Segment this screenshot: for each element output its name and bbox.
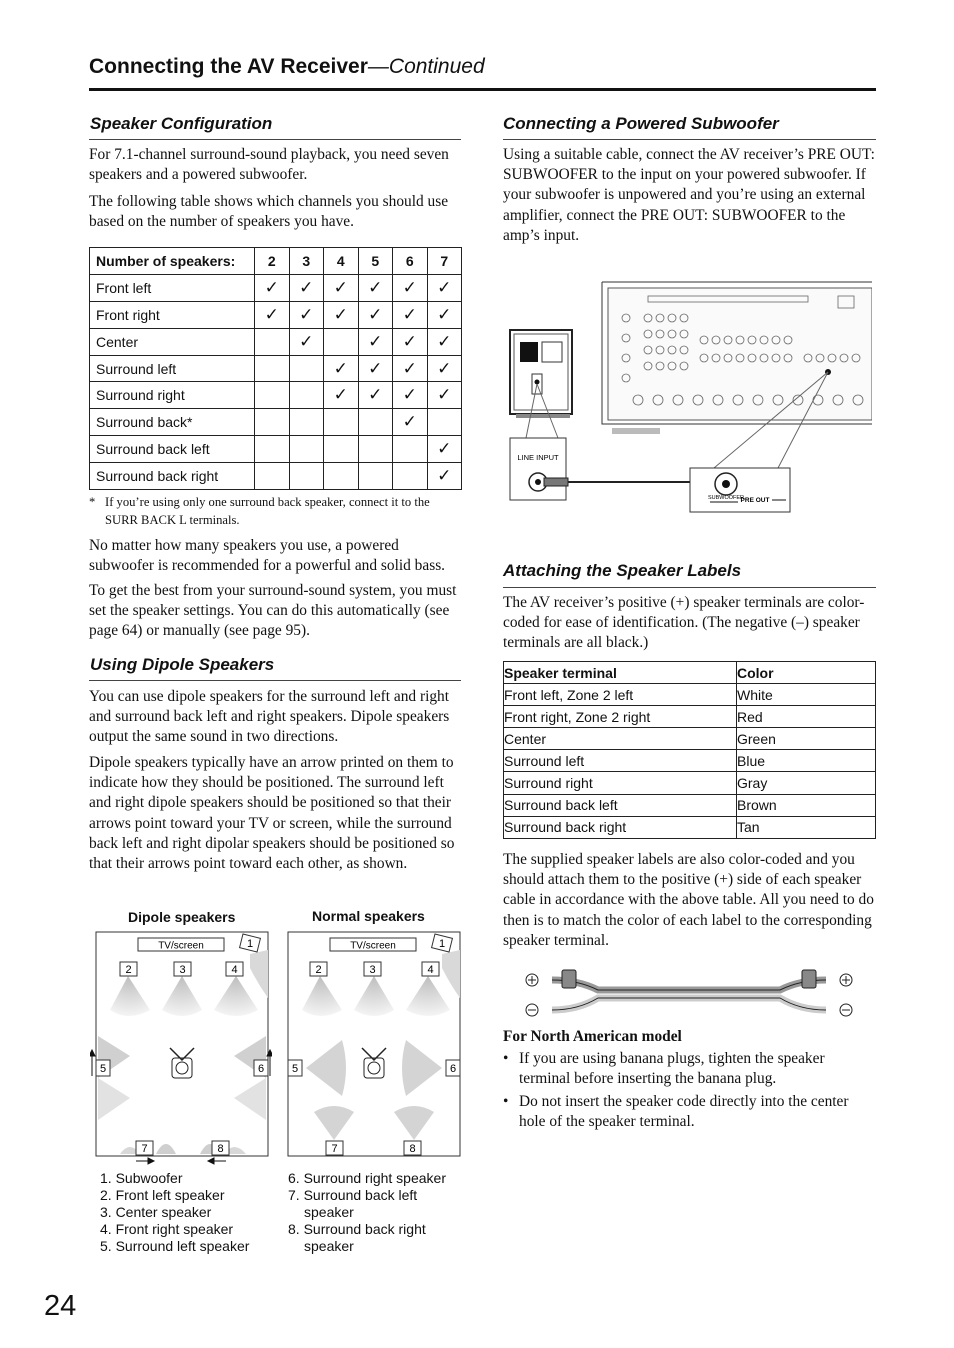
labels-para2: The supplied speaker labels are also color-coded and you should attach them to the positive (+) side of each speaker cable in accordance with the above table. All you need to do then is to match the color of each label to the corresponding speaker terminal. (503, 851, 874, 949)
empty-cell (255, 382, 290, 409)
table-header-cell: 2 (255, 248, 290, 275)
speaker-number: 5 (99, 1063, 107, 1075)
speaker-color-table (503, 661, 876, 839)
subwoofer-jack-label: SUBWOOFER (707, 495, 745, 501)
receiver-rear-panel (602, 282, 872, 434)
table-header-cell: Color (737, 662, 876, 684)
check-mark-cell: ✓ (427, 382, 462, 409)
bullet-dot: • (503, 1050, 509, 1067)
color-name-cell: Red (737, 706, 876, 728)
footnote-text: If you’re using only one surround back speaker, connect it to the SURR BACK L terminals. (105, 495, 430, 527)
empty-cell (289, 382, 324, 409)
empty-cell (358, 436, 393, 463)
table-header-cell: Speaker terminal (504, 662, 737, 684)
front-right-sound-cone (214, 976, 258, 1016)
line-input-callout (510, 438, 566, 500)
empty-cell (324, 436, 359, 463)
footnote-marker: * (89, 495, 96, 509)
speaker-config-heading: Speaker Configuration (90, 114, 273, 133)
check-mark-cell: ✓ (427, 328, 462, 355)
speaker-config-para4: To get the best from your surround-sound system, you must set the speaker settings. You can do this automatically (see page 64) or manually (see page 95). (89, 582, 457, 640)
pre-out-callout (690, 468, 790, 512)
table-row (504, 794, 876, 816)
legend-item: 3. Center speaker (100, 1204, 212, 1220)
speaker-number: 2 (315, 964, 322, 976)
check-mark-cell: ✓ (393, 355, 428, 382)
row-label-cell: Surround left (90, 355, 255, 382)
table-row (504, 706, 876, 728)
surround-right-cone-b (234, 1078, 266, 1120)
surround-left-cone-b (98, 1078, 130, 1120)
speaker-number: 8 (217, 1143, 224, 1155)
subwoofer-para: Using a suitable cable, connect the AV receiver’s PRE OUT: SUBWOOFER to the input on your powered subwoofer. If your subwoofer is unpowered and you’re using an external amplifier, connect the PRE OUT: SUBWOOFER to the amp’s input. (503, 146, 875, 244)
terminal-name-cell: Surround left (504, 750, 737, 772)
legend-item-continued: speaker (304, 1238, 354, 1254)
check-mark-cell: ✓ (358, 355, 393, 382)
diagram-legend-right (288, 1170, 446, 1255)
table-row (504, 772, 876, 794)
check-mark-cell: ✓ (358, 328, 393, 355)
check-mark-cell: ✓ (427, 274, 462, 301)
header-rule (89, 88, 876, 91)
row-label-cell: Surround back right (90, 463, 255, 490)
speaker-number: 6 (449, 1063, 457, 1075)
dipole-heading: Using Dipole Speakers (90, 655, 275, 674)
header-continued: —Continued (367, 55, 485, 78)
empty-cell (255, 463, 290, 490)
color-name-cell: Green (737, 728, 876, 750)
check-mark-cell: ✓ (393, 301, 428, 328)
empty-cell (255, 328, 290, 355)
check-mark-cell: ✓ (358, 382, 393, 409)
row-label-cell: Front right (90, 301, 255, 328)
labels-para1: The AV receiver’s positive (+) speaker terminals are color-coded for ease of identification. (The negative (–) speaker terminals are all black.) (503, 594, 865, 652)
speaker-label-tag (562, 970, 576, 988)
empty-cell (289, 409, 324, 436)
empty-cell (289, 355, 324, 382)
subwoofer-connection-diagram (508, 278, 872, 518)
empty-cell (324, 328, 359, 355)
speaker-config-para1: For 7.1-channel surround-sound playback, you need seven speakers and a powered subwoofer. (89, 146, 449, 184)
subwoofer-heading: Connecting a Powered Subwoofer (503, 114, 779, 133)
row-label-cell: Surround back* (90, 409, 255, 436)
table-header-cell: 3 (289, 248, 324, 275)
speaker-number: 5 (291, 1063, 299, 1075)
table-header-cell: 4 (324, 248, 359, 275)
check-mark-cell: ✓ (324, 274, 359, 301)
surround-back-left-sound-cone (314, 1106, 354, 1140)
terminal-name-cell: Surround right (504, 772, 737, 794)
surround-back-left-cone-b (156, 1144, 176, 1154)
empty-cell (324, 409, 359, 436)
terminal-name-cell: Center (504, 728, 737, 750)
speaker-number: 4 (427, 964, 434, 976)
section-rule (503, 139, 876, 140)
legend-item-continued: speaker (304, 1204, 354, 1220)
speaker-number: 6 (257, 1063, 265, 1075)
speaker-numbers (96, 934, 268, 1155)
minus-sign-icon (840, 1004, 852, 1016)
speaker-number: 8 (409, 1143, 416, 1155)
speaker-number: 7 (141, 1143, 148, 1155)
terminal-name-cell: Surround back left (504, 794, 737, 816)
header-title-text: Connecting the AV Receiver (89, 55, 368, 78)
speaker-config-para3: No matter how many speakers you use, a powered subwoofer is recommended for a powerful and solid bass. (89, 537, 446, 575)
table-header-row (504, 662, 876, 684)
speaker-number: 1 (246, 938, 254, 950)
speaker-number: 1 (438, 938, 446, 950)
listener-icon (362, 1048, 386, 1078)
speaker-config-para2: The following table shows which channels you should use based on the number of speakers you have. (89, 193, 449, 231)
table-header-cell: Number of speakers: (90, 248, 255, 275)
check-mark-cell: ✓ (324, 382, 359, 409)
empty-cell (358, 463, 393, 490)
front-left-sound-cone (302, 976, 342, 1016)
table-row (90, 328, 462, 355)
row-label-cell: Front left (90, 274, 255, 301)
subwoofer-sound-cone (250, 950, 268, 998)
surround-left-sound-cone (306, 1040, 346, 1096)
subwoofer-sound-cone (442, 950, 460, 998)
row-label-cell: Surround back left (90, 436, 255, 463)
empty-cell (255, 355, 290, 382)
normal-diagram-title: Normal speakers (312, 908, 425, 924)
table-row (90, 274, 462, 301)
diagram-legend-left (100, 1170, 249, 1255)
surround-back-right-sound-cone (394, 1106, 434, 1140)
table-row (90, 382, 462, 409)
row-label-cell: Surround right (90, 382, 255, 409)
dipole-speaker-diagram (90, 928, 272, 1168)
table-row (90, 409, 462, 436)
empty-cell (358, 409, 393, 436)
dipole-para1: You can use dipole speakers for the surround left and right and surround back left and right speakers. Dipole speakers output the same sound in two directions. (89, 688, 450, 746)
front-left-sound-cone (110, 976, 150, 1016)
color-name-cell: White (737, 684, 876, 706)
check-mark-cell: ✓ (289, 328, 324, 355)
color-name-cell: Brown (737, 794, 876, 816)
check-mark-cell: ✓ (358, 301, 393, 328)
empty-cell (289, 436, 324, 463)
subwoofer-speaker (510, 330, 572, 418)
section-rule (89, 680, 461, 681)
center-sound-cone (354, 976, 394, 1016)
color-name-cell: Gray (737, 772, 876, 794)
legend-item: 5. Surround left speaker (100, 1238, 250, 1254)
section-rule (89, 139, 461, 140)
legend-item: 6. Surround right speaker (288, 1170, 446, 1186)
color-name-cell: Tan (737, 816, 876, 838)
table-row (504, 728, 876, 750)
bullet-item-2: Do not insert the speaker code directly into the center hole of the speaker terminal. (519, 1093, 849, 1131)
tv-screen-label: TV/screen (158, 940, 204, 952)
check-mark-cell: ✓ (393, 409, 428, 436)
empty-cell (427, 409, 462, 436)
legend-item: 1. Subwoofer (100, 1170, 183, 1186)
empty-cell (289, 463, 324, 490)
speaker-numbers (288, 934, 460, 1155)
labels-heading: Attaching the Speaker Labels (503, 561, 742, 580)
section-rule (503, 587, 876, 588)
plus-sign-icon (840, 974, 852, 986)
check-mark-cell: ✓ (393, 328, 428, 355)
check-mark-cell: ✓ (324, 301, 359, 328)
table-row (504, 750, 876, 772)
table-row (90, 301, 462, 328)
tv-screen-label: TV/screen (350, 940, 396, 952)
line-input-label: LINE INPUT (517, 453, 559, 462)
speaker-count-table (89, 247, 462, 490)
dipole-para2: Dipole speakers typically have an arrow printed on them to indicate how they should be positioned. The surround left and right dipole speakers should be positioned so that their arrows point toward your TV or screen, while the surround back left and right dipolar speakers should be positioned so that their arrows point toward each other, as shown. (89, 754, 455, 873)
check-mark-cell: ✓ (393, 274, 428, 301)
page-number: 24 (44, 1290, 77, 1322)
speaker-number: 3 (179, 964, 186, 976)
color-name-cell: Blue (737, 750, 876, 772)
table-header-cell: 7 (427, 248, 462, 275)
terminal-name-cell: Surround back right (504, 816, 737, 838)
legend-item: 7. Surround back left (288, 1187, 418, 1203)
row-label-cell: Center (90, 328, 255, 355)
legend-item: 8. Surround back right (288, 1221, 426, 1237)
table-header-row (90, 248, 462, 275)
table-row (504, 684, 876, 706)
normal-speaker-diagram (282, 928, 464, 1168)
speaker-number: 4 (231, 964, 238, 976)
check-mark-cell: ✓ (427, 463, 462, 490)
speaker-number: 3 (369, 964, 376, 976)
bullet-dot: • (503, 1093, 509, 1110)
check-mark-cell: ✓ (255, 274, 290, 301)
na-model-heading: For North American model (503, 1028, 682, 1045)
page-header-title (89, 55, 485, 79)
check-mark-cell: ✓ (393, 382, 428, 409)
check-mark-cell: ✓ (324, 355, 359, 382)
empty-cell (393, 463, 428, 490)
empty-cell (255, 409, 290, 436)
bullet-item-1: If you are using banana plugs, tighten the speaker terminal before inserting the banana plug. (519, 1050, 825, 1088)
empty-cell (324, 463, 359, 490)
check-mark-cell: ✓ (289, 274, 324, 301)
check-mark-cell: ✓ (427, 355, 462, 382)
table-header-cell: 5 (358, 248, 393, 275)
listener-icon (170, 1048, 194, 1078)
empty-cell (393, 436, 428, 463)
legend-item: 4. Front right speaker (100, 1221, 234, 1237)
dipole-diagram-title: Dipole speakers (128, 909, 236, 925)
plus-sign-icon (526, 974, 538, 986)
speaker-cable-illustration (518, 958, 860, 1024)
check-mark-cell: ✓ (255, 301, 290, 328)
speaker-label-tag (802, 970, 816, 988)
empty-cell (255, 436, 290, 463)
legend-item: 2. Front left speaker (100, 1187, 225, 1203)
speaker-number: 2 (125, 964, 132, 976)
table-row (90, 436, 462, 463)
check-mark-cell: ✓ (427, 301, 462, 328)
minus-sign-icon (526, 1004, 538, 1016)
check-mark-cell: ✓ (427, 436, 462, 463)
table-header-cell: 6 (393, 248, 428, 275)
front-right-sound-cone (406, 976, 450, 1016)
check-mark-cell: ✓ (358, 274, 393, 301)
table-row (90, 463, 462, 490)
cable-wires (552, 970, 826, 1010)
terminal-name-cell: Front right, Zone 2 right (504, 706, 737, 728)
speaker-number: 7 (331, 1143, 338, 1155)
surround-right-sound-cone (402, 1040, 442, 1096)
terminal-name-cell: Front left, Zone 2 left (504, 684, 737, 706)
check-mark-cell: ✓ (289, 301, 324, 328)
center-sound-cone (162, 976, 202, 1016)
table-row (504, 816, 876, 838)
table-row (90, 355, 462, 382)
pre-out-label: PRE OUT (740, 497, 770, 504)
